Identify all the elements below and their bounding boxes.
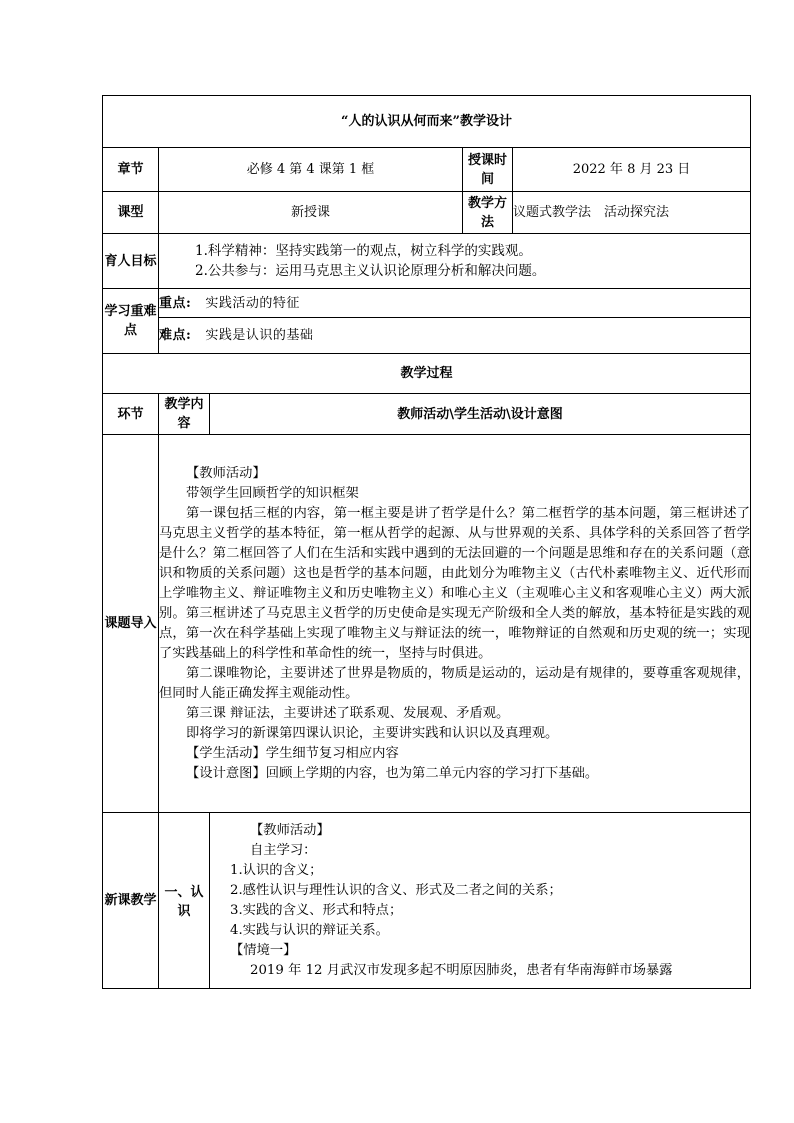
objective-item: 2.公共参与：运用马克思主义认识论原理分析和解决问题。 [195,263,546,279]
study-item: 3.实践的含义、形式和特点； [230,902,403,918]
keypoints-label: 学习重难点 [103,289,159,354]
process-header: 教学过程 [103,354,751,394]
activity-column-header: 教师活动\学生活动\设计意图 [210,394,751,435]
type-value: 新授课 [159,192,463,234]
method-label: 教学方法 [463,192,513,234]
new-lesson-label: 新课教学 [103,813,159,989]
study-item: 4.实践与认识的辩证关系。 [230,922,389,938]
intro-paragraph: 第二课唯物论，主要讲述了世界是物质的，物质是运动的，运动是有规律的，要尊重客观规律，但同时人能正确发挥主观能动性。 [159,665,751,701]
method-value: 议题式教学法 活动探究法 [513,192,751,234]
intro-paragraph: 【教师活动】 [186,465,266,481]
stage-column-header: 环节 [103,394,159,435]
objectives-list [159,234,751,289]
situation-heading: 【情境一】 [230,942,297,958]
intro-label: 课题导入 [103,435,159,813]
new-lesson-content [210,813,751,989]
intro-paragraph: 即将学习的新课第四课认识论，主要讲实践和认识以及真理观。 [186,725,559,741]
new-lesson-sub-label: 一、认识 [159,813,210,989]
difficult-point-value: 实践是认识的基础 [205,328,314,343]
intro-paragraph: 【设计意图】回顾上学期的内容，也为第二单元内容的学习打下基础。 [186,765,599,781]
objective-item: 1.科学精神：坚持实践第一的观点，树立科学的实践观。 [195,243,532,259]
difficult-point-label: 难点: [159,328,192,343]
teacher-activity-heading: 【教师活动】 [250,822,330,838]
type-label: 课型 [103,192,159,234]
lesson-plan-table [102,95,751,989]
intro-paragraph: 第三课 辩证法，主要讲述了联系观、发展观、矛盾观。 [186,705,510,721]
intro-content [159,435,751,813]
date-label: 授课时间 [463,148,513,192]
self-study-heading: 自主学习： [250,842,317,858]
content-column-header: 教学内容 [159,394,210,435]
chapter-value: 必修 4 第 4 课第 1 框 [159,148,463,192]
chapter-label: 章节 [103,148,159,192]
situation-text: 2019 年 12 月武汉市发现多起不明原因肺炎，患者有华南海鲜市场暴露 [250,962,673,978]
date-value: 2022 年 8 月 23 日 [513,148,751,192]
objectives-label: 育人目标 [103,234,159,289]
intro-paragraph: 带领学生回顾哲学的知识框架 [186,485,359,501]
intro-paragraph: 第一课包括三框的内容，第一框主要是讲了哲学是什么？第二框哲学的基本问题，第三框讲述了马克思主义哲学的基本特征，第一框从哲学的起源、从与世界观的关系、具体学科的关系回答了哲学是什么？第二框回答了人们在生活和实践中遇到的无法回避的一个问题是思维和存在的关系问题（意识和物质的关系问题）这也是哲学的基本问题，由此划分为唯物主义（古代朴素唯物主义、近代形而上学唯物主义、辩证唯物主义和历史唯物主义）和唯心主义（主观唯心主义和客观唯心主义）两大派别。第三框讲述了马克思主义哲学的历史使命是实现无产阶级和全人类的解放，基本特征是实践的观点，第一次在科学基础上实现了唯物主义与辩证法的统一，唯物辩证的自然观和历史观的统一；实现了实践基础上的科学性和革命性的统一，坚持与时俱进。 [159,505,751,661]
difficult-point-row [159,318,751,354]
document-title: “人的认识从何而来”教学设计 [103,96,751,148]
study-item: 2.感性认识与理性认识的含义、形式及二者之间的关系； [230,882,562,898]
key-point-label: 重点: [159,295,192,311]
key-point-row [159,289,751,318]
key-point-value: 实践活动的特征 [205,295,300,311]
study-item: 1.认识的含义； [230,862,323,878]
intro-paragraph: 【学生活动】学生细节复习相应内容 [186,745,399,761]
